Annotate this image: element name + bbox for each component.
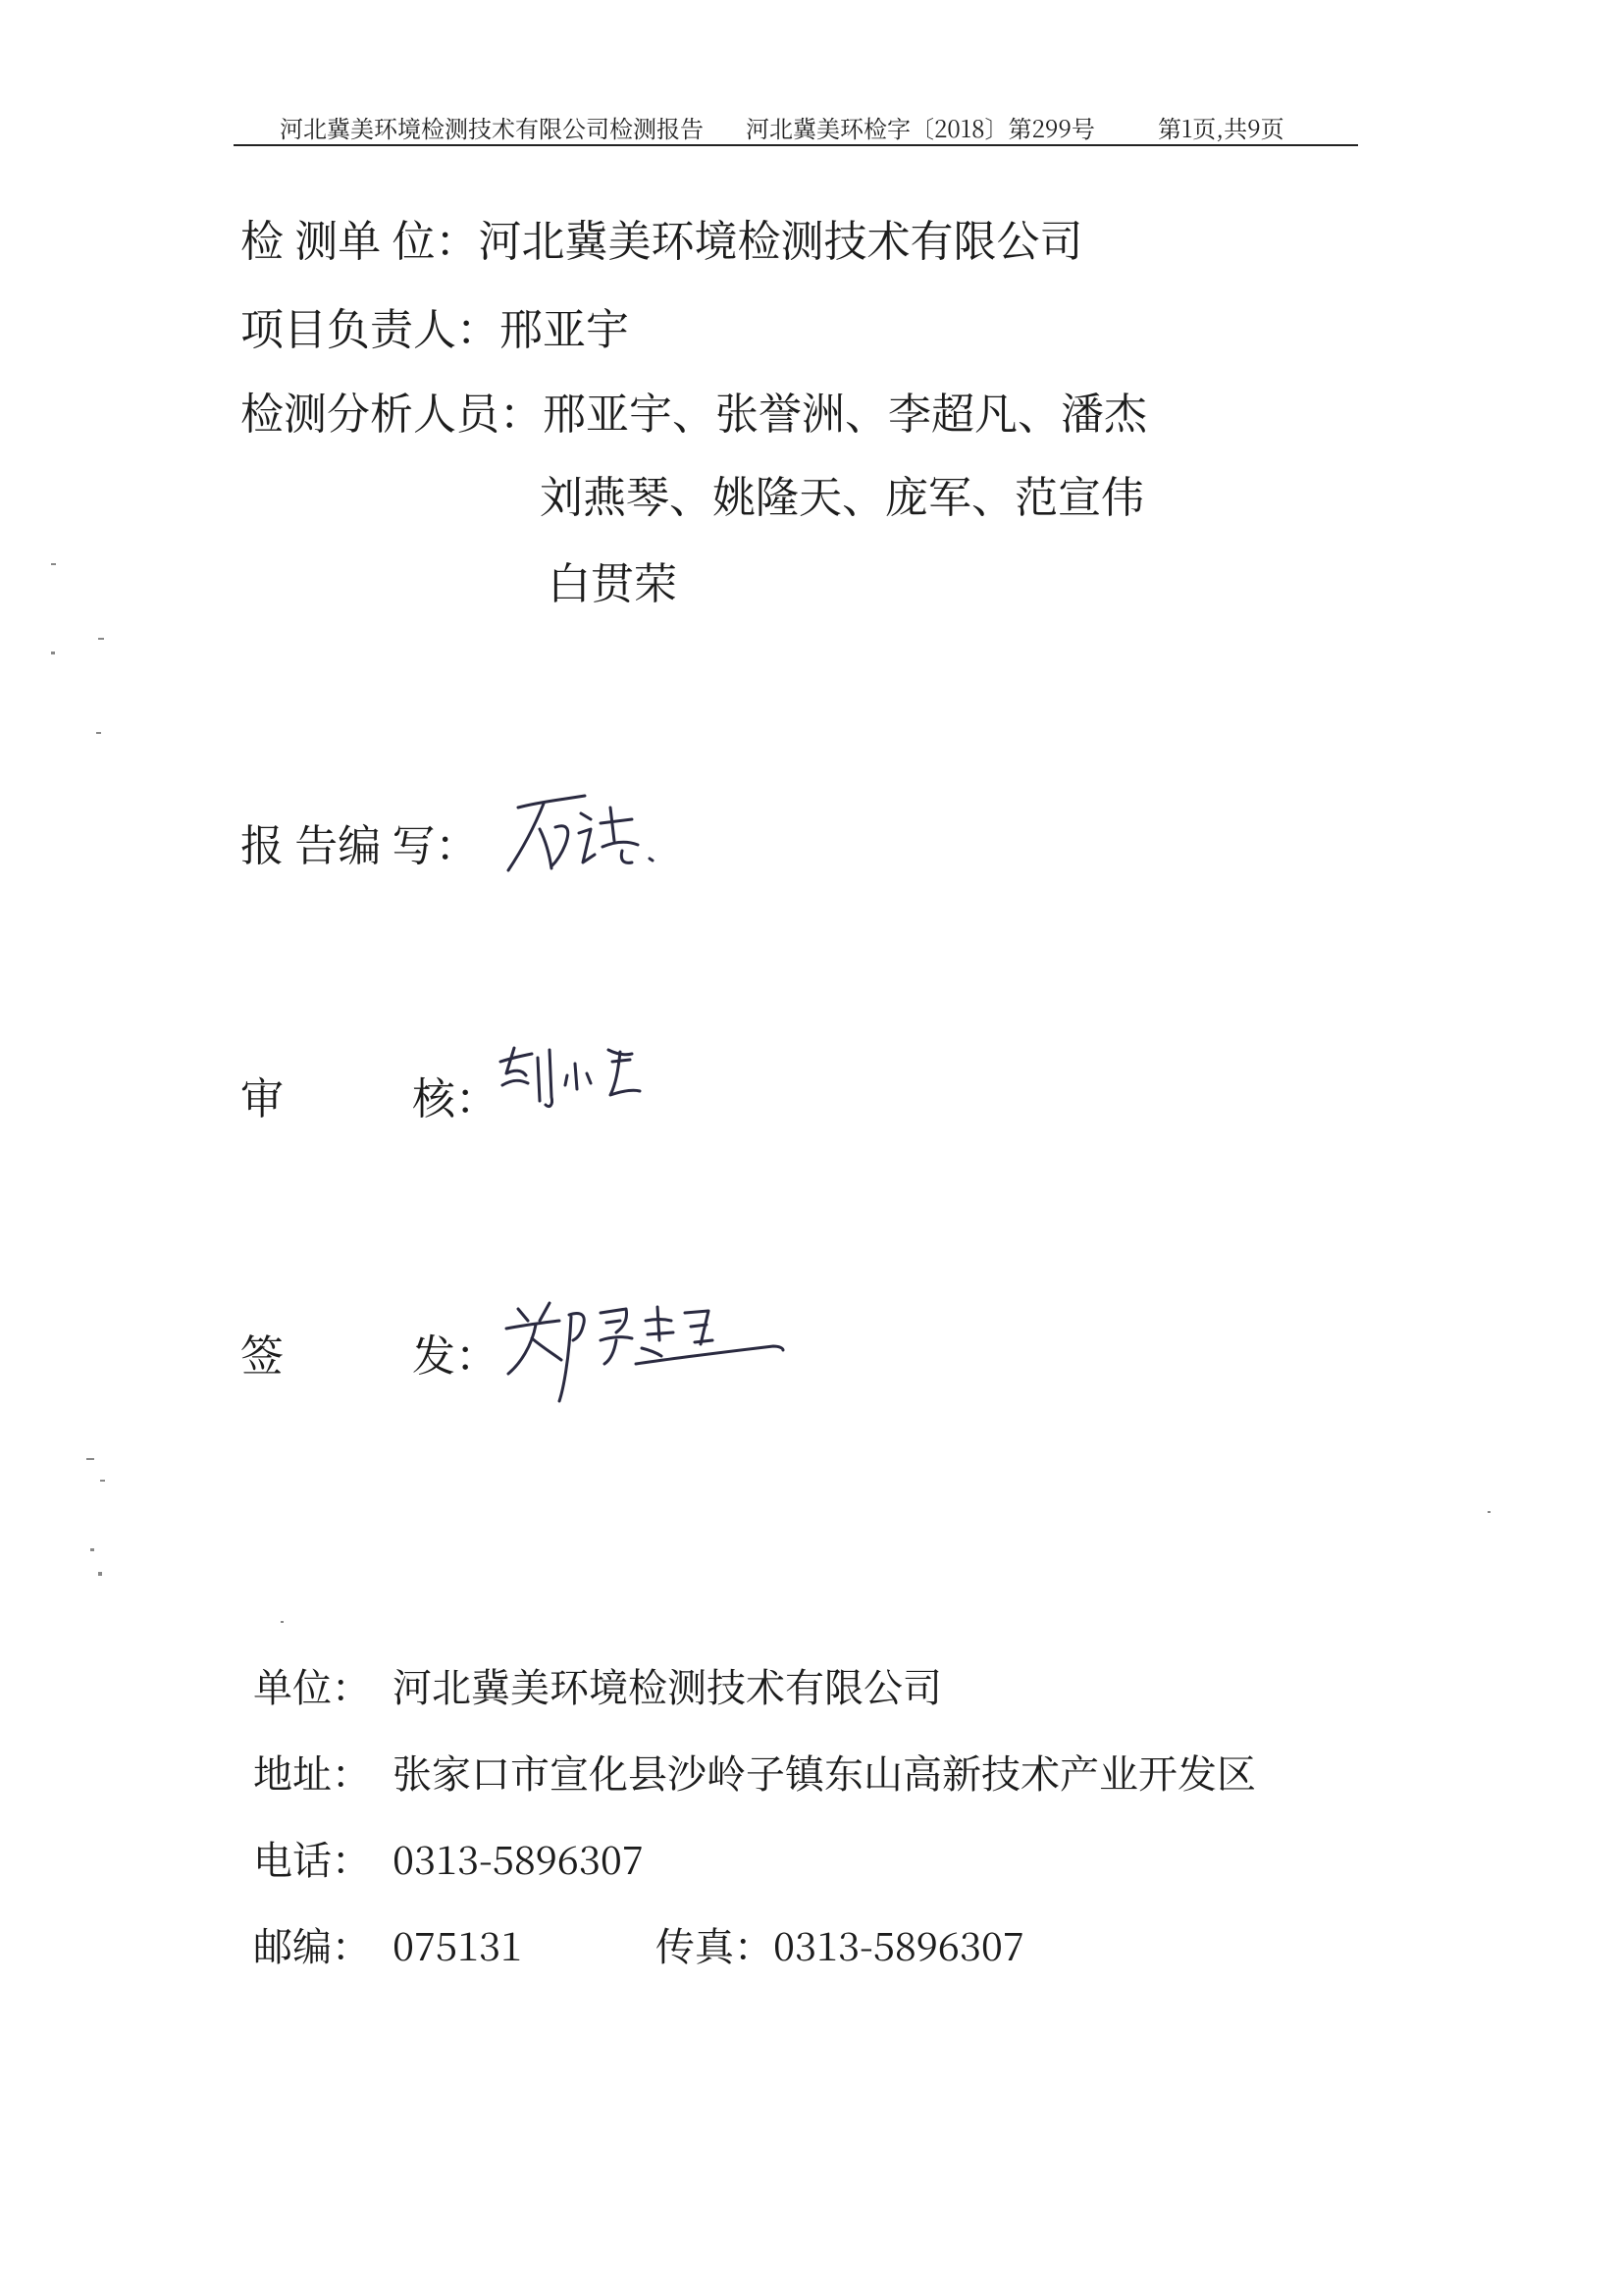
issue-label-first: 签	[240, 1321, 284, 1383]
review-label-first: 审	[240, 1064, 284, 1126]
scan-speck	[51, 563, 56, 565]
scan-speck	[98, 1572, 102, 1576]
analysts-row	[240, 379, 1147, 442]
contact-fax-label: 传真：	[655, 1916, 773, 1972]
contact-fax-value: 0313-5896307	[773, 1916, 1024, 1972]
writer-signature-image	[500, 790, 667, 878]
testing-unit-label: 检 测单 位：	[240, 206, 479, 269]
analysts-label: 检测分析人员：	[240, 379, 543, 442]
contact-phone-row	[253, 1830, 644, 1886]
analysts-line-1: 邢亚宇、张誉洲、李超凡、潘杰	[543, 379, 1147, 442]
scan-speck	[86, 1458, 94, 1460]
analysts-line-3: 白贯荣	[548, 548, 677, 611]
scan-speck	[51, 652, 55, 654]
scan-speck	[98, 638, 104, 640]
contact-address-value: 张家口市宣化县沙岭子镇东山高新技术产业开发区	[393, 1744, 1256, 1800]
header-company-report: 河北冀美环境检测技术有限公司检测报告	[280, 110, 704, 144]
reviewer-signature-image	[493, 1040, 650, 1119]
report-writer-label: 报 告编 写：	[240, 810, 479, 873]
contact-unit-row	[253, 1657, 942, 1713]
header-divider	[234, 144, 1358, 146]
scan-speck	[281, 1621, 284, 1623]
contact-phone-value: 0313-5896307	[393, 1830, 644, 1886]
scan-speck	[96, 732, 101, 734]
contact-postcode-label: 邮编：	[253, 1916, 371, 1972]
contact-unit-label: 单位：	[253, 1657, 371, 1713]
header-page-info: 第1页,共9页	[1158, 110, 1284, 144]
scan-speck	[100, 1480, 105, 1482]
header-report-number: 河北冀美环检字〔2018〕第299号	[746, 110, 1095, 144]
testing-unit-row	[240, 206, 1083, 269]
page-header	[236, 110, 1354, 143]
project-leader-row	[240, 294, 629, 357]
scan-speck	[90, 1548, 94, 1551]
contact-postcode-value: 075131	[393, 1916, 522, 1972]
testing-unit-value: 河北冀美环境检测技术有限公司	[478, 206, 1083, 269]
analysts-line-2: 刘燕琴、姚隆天、庞军、范宣伟	[540, 462, 1144, 525]
contact-address-label: 地址：	[253, 1744, 371, 1800]
contact-unit-value: 河北冀美环境检测技术有限公司	[393, 1657, 942, 1713]
project-leader-label: 项目负责人：	[240, 294, 499, 357]
review-label-second: 核：	[412, 1064, 498, 1126]
contact-postcode-fax-row	[253, 1917, 1136, 1972]
project-leader-value: 邢亚宇	[499, 294, 629, 357]
contact-phone-label: 电话：	[253, 1830, 371, 1886]
contact-address-row	[253, 1744, 1256, 1800]
issuer-signature-image	[498, 1291, 793, 1409]
scan-speck	[1488, 1511, 1491, 1513]
issue-label-second: 发：	[412, 1321, 498, 1383]
